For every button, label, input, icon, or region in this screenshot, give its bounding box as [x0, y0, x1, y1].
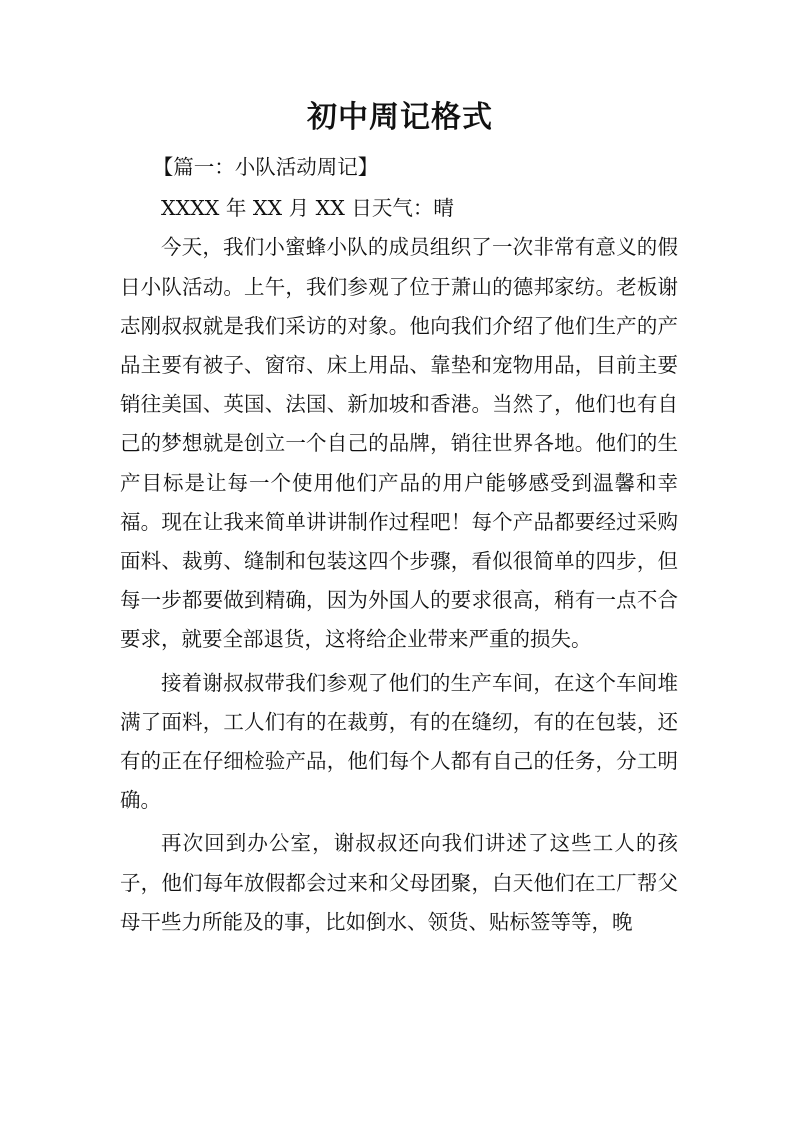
paragraph-3: 再次回到办公室，谢叔叔还向我们讲述了这些工人的孩子，他们每年放假都会过来和父母团聚，白天他们在工厂帮父母干些力所能及的事，比如倒水、领货、贴标签等等，晚 — [120, 831, 678, 934]
paragraph-1: 今天，我们小蜜蜂小队的成员组织了一次非常有意义的假日小队活动。上午，我们参观了位于萧山的德邦家纺。老板谢志刚叔叔就是我们采访的对象。他向我们介绍了他们生产的产品主要有被子、窗帘、床上用品、靠垫和宠物用品，目前主要销往美国、英国、法国、新加坡和香港。当然了，他们也有自己的梦想就是创立一个自己的品牌，销往世界各地。他们的生产目标是让每一个使用他们产品的用户能够感受到温馨和幸福。现在让我来简单讲讲制作过程吧！每个产品都要经过采购面料、裁剪、缝制和包装这四个步骤，看似很简单的四步，但每一步都要做到精确，因为外国人的要求很高，稍有一点不合要求，就要全部退货，这将给企业带来严重的损失。 — [120, 235, 678, 652]
document-title: 初中周记格式 — [307, 100, 493, 135]
date-weather-line: XXXX 年 XX 月 XX 日天气：晴 — [161, 196, 454, 221]
section-heading: 【篇一：小队活动周记】 — [152, 155, 379, 179]
document-body — [120, 148, 678, 946]
paragraph-2: 接着谢叔叔带我们参观了他们的生产车间，在这个车间堆满了面料，工人们有的在裁剪，有的在缝纫，有的在包装，还有的正在仔细检验产品，他们每个人都有自己的任务，分工明确。 — [120, 670, 678, 813]
